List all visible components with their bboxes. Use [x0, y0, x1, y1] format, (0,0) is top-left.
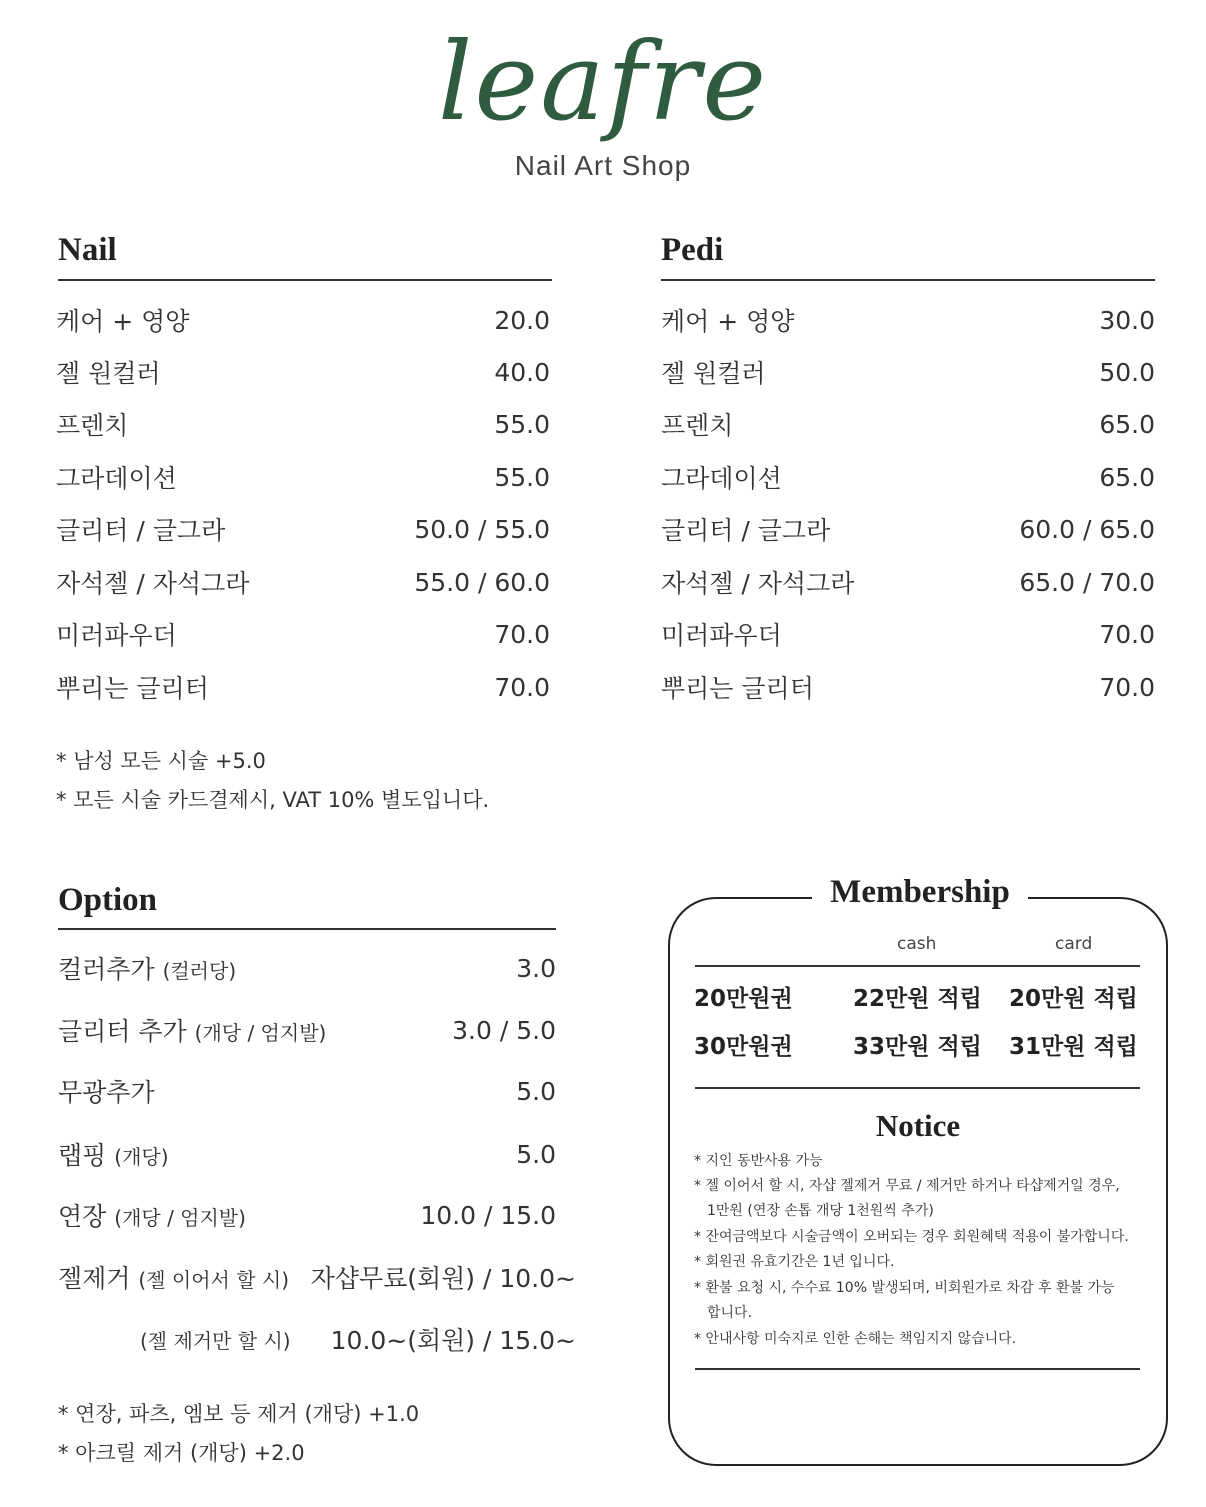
item-price: 10.0~(회원) / 15.0~: [330, 1326, 576, 1355]
item-price: 30.0: [1099, 305, 1155, 335]
membership-ticket: 30만원권: [694, 1034, 793, 1060]
item-name: 랩핑: [58, 1141, 107, 1170]
item-name: 프렌치: [56, 411, 129, 440]
membership-divider: [695, 1087, 1140, 1089]
option-section-title: Option: [58, 882, 158, 918]
item-price: 70.0: [1099, 672, 1155, 702]
notice-item: * 지인 동반사용 가능: [694, 1153, 823, 1169]
pedi-section-divider: [661, 279, 1155, 281]
pedi-price-row: [661, 667, 1155, 707]
nail-price-row: [56, 457, 550, 497]
item-price: 10.0 / 15.0: [420, 1200, 556, 1230]
item-name: 글리터 / 글그라: [56, 516, 226, 545]
item-price: 40.0: [494, 357, 550, 387]
item-price: 자샵무료(회원) / 10.0~: [310, 1264, 576, 1293]
membership-header-divider: [695, 965, 1140, 967]
item-name: 그라데이션: [661, 464, 782, 493]
notice-bottom-divider: [695, 1368, 1140, 1370]
nail-price-row: [56, 562, 550, 602]
item-price: 65.0: [1099, 462, 1155, 492]
item-price: 3.0: [516, 953, 556, 983]
pedi-price-row: [661, 614, 1155, 654]
item-price: 55.0: [494, 409, 550, 439]
item-name: 젤 원컬러: [661, 359, 766, 388]
nail-note: * 남성 모든 시술 +5.0: [56, 749, 266, 773]
nail-section-title: Nail: [58, 232, 117, 268]
item-price: 5.0: [516, 1076, 556, 1106]
item-name: 케어 + 영양: [661, 307, 795, 336]
option-price-row: [58, 1195, 556, 1235]
item-price: 65.0: [1099, 409, 1155, 439]
membership-cash-reward: 22만원 적립: [853, 986, 982, 1012]
item-price: 5.0: [516, 1139, 556, 1169]
item-name-group: [58, 950, 236, 986]
item-unit: (젤 이어서 할 시): [138, 1268, 290, 1292]
item-price: 55.0: [494, 462, 550, 492]
nail-note: * 모든 시술 카드결제시, VAT 10% 별도입니다.: [56, 788, 490, 812]
nail-price-row: [56, 300, 550, 340]
card-column-header: card: [1055, 934, 1093, 954]
pedi-price-row: [661, 300, 1155, 340]
item-name-group: [58, 1073, 155, 1109]
cash-column-header: cash: [897, 934, 937, 954]
notice-item: * 젤 이어서 할 시, 자샵 젤제거 무료 / 제거만 하거나 타샵제거일 경우,: [694, 1178, 1120, 1194]
item-name-group: [58, 1197, 246, 1233]
item-price: 60.0 / 65.0: [1019, 514, 1155, 544]
notice-item: 1만원 (연장 손톱 개당 1천원씩 추가): [707, 1203, 934, 1219]
nail-price-row: [56, 352, 550, 392]
item-name: 컬러추가: [58, 955, 155, 984]
shop-subtitle: Nail Art Shop: [514, 150, 692, 181]
option-section-divider: [58, 928, 556, 930]
pedi-price-row: [661, 562, 1155, 602]
notice-title: Notice: [875, 1108, 961, 1143]
pedi-price-row: [661, 352, 1155, 392]
nail-price-row: [56, 404, 550, 444]
notice-item: * 잔여금액보다 시술금액이 오버되는 경우 회원혜택 적용이 불가합니다.: [694, 1229, 1129, 1245]
option-price-row: [140, 1319, 576, 1359]
notice-item: * 환불 요청 시, 수수료 10% 발생되며, 비회원가로 차감 후 환불 가능: [694, 1280, 1115, 1296]
item-name: 그라데이션: [56, 464, 177, 493]
item-price: 55.0 / 60.0: [414, 567, 550, 597]
item-name-group: [58, 1136, 169, 1172]
pedi-price-row: [661, 404, 1155, 444]
item-name: 프렌치: [661, 411, 734, 440]
item-price: 65.0 / 70.0: [1019, 567, 1155, 597]
item-name: 케어 + 영양: [56, 307, 190, 336]
notice-item: * 안내사항 미숙지로 인한 손해는 책임지지 않습니다.: [694, 1331, 1017, 1347]
option-price-row: [58, 1010, 556, 1050]
pedi-price-row: [661, 457, 1155, 497]
item-name: 미러파우더: [56, 621, 177, 650]
item-price: 70.0: [1099, 619, 1155, 649]
membership-card-reward: 20만원 적립: [1009, 986, 1138, 1012]
item-unit: (개당): [114, 1145, 169, 1169]
option-price-row: [58, 948, 556, 988]
item-price: 20.0: [494, 305, 550, 335]
item-price: 70.0: [494, 672, 550, 702]
option-price-row: [58, 1071, 556, 1111]
nail-price-row: [56, 614, 550, 654]
membership-ticket: 20만원권: [694, 986, 793, 1012]
option-note: * 연장, 파츠, 엠보 등 제거 (개당) +1.0: [58, 1402, 420, 1426]
item-name: 젤 원컬러: [56, 359, 161, 388]
nail-price-row: [56, 667, 550, 707]
membership-title: Membership: [812, 874, 1028, 911]
item-price: 70.0: [494, 619, 550, 649]
nail-price-row: [56, 509, 550, 549]
item-name: 뿌리는 글리터: [661, 674, 814, 703]
item-name: 글리터 / 글그라: [661, 516, 831, 545]
item-unit: (개당 / 엄지발): [114, 1206, 246, 1230]
item-name: 자석젤 / 자석그라: [661, 569, 855, 598]
item-name: 젤제거: [58, 1264, 131, 1293]
item-name-group: [58, 1012, 326, 1048]
item-price: 3.0 / 5.0: [452, 1015, 556, 1045]
nail-section-divider: [58, 279, 552, 281]
item-name: 무광추가: [58, 1078, 155, 1107]
option-price-row: [58, 1257, 576, 1297]
item-price: 50.0 / 55.0: [414, 514, 550, 544]
membership-cash-reward: 33만원 적립: [853, 1034, 982, 1060]
shop-logo: leafre: [437, 20, 769, 145]
item-name: 자석젤 / 자석그라: [56, 569, 250, 598]
pedi-section-title: Pedi: [661, 232, 724, 268]
pedi-price-row: [661, 509, 1155, 549]
item-name: 연장: [58, 1202, 107, 1231]
option-price-row: [58, 1134, 556, 1174]
item-unit: (개당 / 엄지발): [194, 1021, 327, 1045]
item-name: 글리터 추가: [58, 1017, 187, 1046]
membership-card-reward: 31만원 적립: [1009, 1034, 1138, 1060]
item-name: 뿌리는 글리터: [56, 674, 209, 703]
notice-item: 합니다.: [707, 1305, 753, 1321]
item-name-group: [140, 1325, 291, 1354]
item-name-group: [58, 1259, 289, 1295]
item-unit: (컬러당): [162, 959, 237, 983]
item-price: 50.0: [1099, 357, 1155, 387]
option-note: * 아크릴 제거 (개당) +2.0: [58, 1441, 305, 1465]
item-unit: (젤 제거만 할 시): [140, 1328, 291, 1353]
item-name: 미러파우더: [661, 621, 782, 650]
notice-item: * 회원권 유효기간은 1년 입니다.: [694, 1254, 895, 1270]
